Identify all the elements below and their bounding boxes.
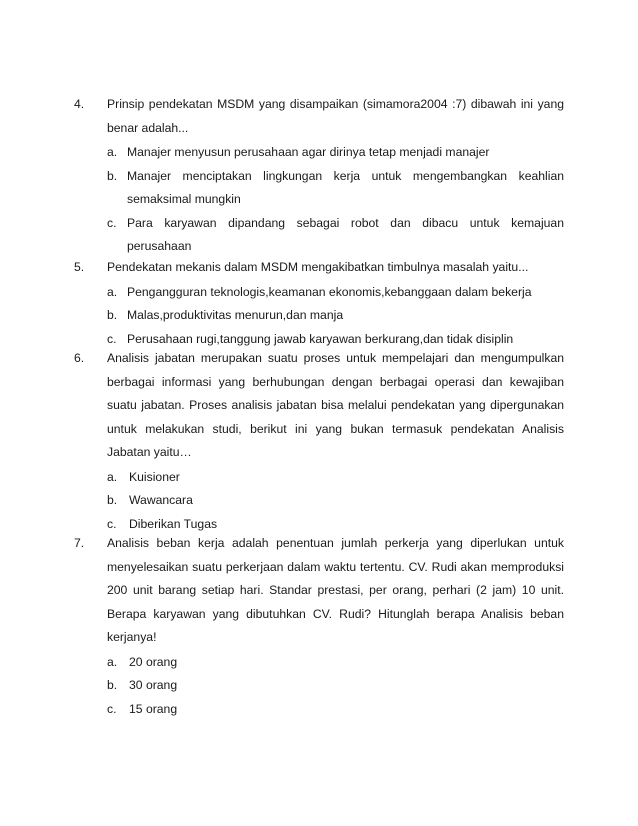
option-text: Perusahaan rugi,tanggung jawab karyawan berkurang,dan tidak disiplin [127, 331, 514, 346]
question-text: Analisis jabatan merupakan suatu proses untuk mempelajari dan mengumpulkan berbagai informasi yang berhubungan dengan berbagai operasi dan kewajiban suatu jabatan. Proses analisis jabatan bisa melalui pendekatan yang dipergunakan untuk melakukan studi, berikut ini yang bukan termasuk pendekatan Analisis Jabatan yaitu… [107, 351, 564, 459]
option-letter: c. [107, 331, 117, 346]
option-letter: a. [107, 469, 118, 484]
option-letter: a. [107, 284, 118, 299]
option-text: Kuisioner [129, 469, 180, 484]
option-a [107, 466, 566, 490]
option-text: 30 orang [129, 678, 178, 692]
option-letter: a. [107, 145, 118, 159]
option-letter: c. [107, 701, 117, 716]
option-b [107, 304, 564, 328]
option-b [107, 165, 564, 212]
question-4 [74, 93, 564, 259]
question-text: Pendekatan mekanis dalam MSDM mengakibatkan timbulnya masalah yaitu... [107, 260, 529, 274]
option-b [107, 674, 566, 698]
question-number: 7. [74, 536, 85, 550]
question-number: 4. [74, 97, 85, 111]
option-text: 15 orang [129, 701, 178, 716]
option-text: Pengangguran teknologis,keamanan ekonomis,kebanggaan dalam bekerja [127, 284, 532, 299]
option-text: Para karyawan dipandang sebagai robot dan dibacu untuk kemajuan perusahaan [127, 215, 564, 253]
option-list [107, 281, 564, 352]
option-text: Diberikan Tugas [129, 516, 218, 531]
option-a [107, 141, 564, 165]
option-text: Malas,produktivitas menurun,dan manja [127, 308, 344, 322]
option-b [107, 489, 566, 513]
option-a [107, 651, 566, 675]
question-number: 6. [74, 351, 85, 365]
question-5 [74, 256, 564, 351]
question-7 [74, 532, 564, 721]
option-list [107, 141, 564, 259]
option-letter: c. [107, 215, 117, 230]
option-letter: a. [107, 654, 118, 669]
question-text: Prinsip pendekatan MSDM yang disampaikan (simamora2004 :7) dibawah ini yang benar adalah... [107, 97, 564, 135]
option-a [107, 281, 564, 305]
option-text: Manajer menciptakan lingkungan kerja untuk mengembangkan keahlian semaksimal mungkin [127, 168, 564, 206]
option-c [107, 698, 566, 722]
question-text: Analisis beban kerja adalah penentuan jumlah perkerja yang diperlukan untuk menyelesaikan suatu perkerjaan dalam waktu tertentu. CV. Rudi akan memproduksi 200 unit barang setiap hari. Standar prestasi, per orang, perhari (2 jam) 10 unit. Berapa karyawan yang dibutuhkan CV. Rudi? Hitunglah berapa Analisis beban kerjanya! [107, 536, 564, 644]
option-text: Wawancara [129, 493, 193, 507]
option-list [107, 651, 564, 722]
option-text: 20 orang [129, 654, 178, 669]
question-6 [74, 347, 564, 536]
option-letter: b. [107, 678, 118, 692]
option-letter: b. [107, 168, 118, 183]
option-list [107, 466, 564, 537]
option-text: Manajer menyusun perusahaan agar dirinya tetap menjadi manajer [127, 145, 490, 159]
option-letter: c. [107, 516, 117, 531]
option-c [107, 212, 564, 259]
question-number: 5. [74, 260, 85, 274]
option-letter: b. [107, 493, 118, 507]
option-letter: b. [107, 308, 118, 322]
